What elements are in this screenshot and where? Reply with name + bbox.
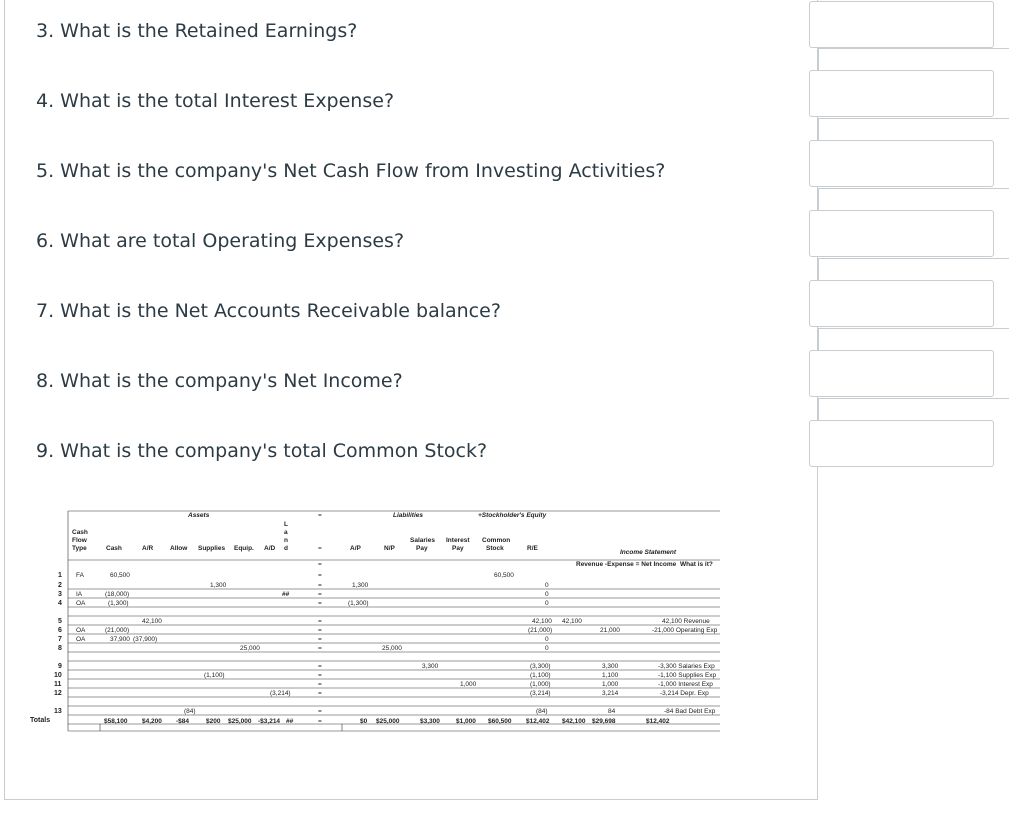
total-net-income: $12,402 [646, 718, 670, 725]
question-7: 7. What is the Net Accounts Receivable balance? [36, 300, 501, 322]
total-allow: -$84 [176, 718, 190, 725]
expense-value: 3,214 [602, 690, 619, 697]
re-value: 0 [545, 591, 549, 598]
connector-line [818, 188, 819, 210]
col-supplies: Supplies [198, 545, 226, 552]
answer-box-5[interactable] [809, 140, 994, 187]
answer-box-7[interactable] [809, 280, 994, 327]
total-salaries: $3,300 [420, 718, 440, 725]
col-common-1: Common [482, 537, 511, 544]
total-np: $25,000 [376, 718, 400, 725]
equals-sign: = [318, 645, 322, 652]
row-number: 11 [54, 681, 62, 688]
total-supplies: $200 [206, 718, 221, 725]
total-cash: $58,100 [104, 718, 128, 725]
expense-value: 21,000 [600, 627, 620, 634]
connector-line [818, 188, 1009, 189]
total-re: $12,402 [526, 718, 550, 725]
what-is-it-value: -3,214 Depr. Exp [660, 690, 709, 697]
common-stock-value: 60,500 [494, 572, 514, 579]
row-number: 13 [54, 708, 62, 715]
total-ar: $4,200 [142, 718, 162, 725]
re-value: 0 [545, 636, 549, 643]
connector-line [818, 258, 1009, 259]
re-value: (3,214) [530, 690, 551, 697]
equals-sign: = [318, 690, 322, 697]
answer-box-4[interactable] [809, 70, 994, 117]
equals-sign: = [318, 512, 322, 519]
col-common-2: Stock [486, 545, 504, 552]
what-is-it-value: -1,000 Interest Exp [658, 681, 713, 688]
equals-sign: = [318, 681, 322, 688]
total-ap: $0 [360, 718, 368, 725]
row-number: 4 [58, 600, 62, 607]
col-interest-1: Interest [446, 537, 470, 544]
row-number: 5 [58, 618, 62, 625]
ar-value: 42,100 [142, 618, 162, 625]
assets-label: Assets [188, 512, 210, 519]
connector-line [818, 48, 819, 70]
what-is-it-label: What is it? [680, 561, 713, 568]
answer-box-8[interactable] [809, 350, 994, 397]
col-land-2: a [284, 529, 288, 536]
total-expense: $29,698 [592, 718, 616, 725]
equip-value: 25,000 [240, 645, 260, 652]
col-equip: Equip. [234, 545, 254, 552]
equals-sign: = [318, 618, 322, 625]
col-ar: A/R [142, 545, 154, 552]
equals-sign: = [318, 636, 322, 643]
expense-value: 84 [608, 708, 616, 715]
sheet-grid [30, 505, 730, 745]
income-statement-header: Revenue -Expense = Net Income [576, 561, 677, 568]
re-value: (1,100) [530, 672, 551, 679]
row-number: 2 [58, 582, 62, 589]
cash-value: (18,000) [105, 591, 130, 598]
revenue-value: 42,100 [562, 618, 582, 625]
row-number: 8 [58, 645, 62, 652]
re-value: 0 [545, 645, 549, 652]
equals-sign: = [318, 663, 322, 670]
cash-value: (21,000) [105, 627, 130, 634]
supplies-value: (1,100) [204, 672, 225, 679]
equals-sign: = [318, 718, 322, 725]
col-land-3: n [284, 537, 288, 544]
row-number: 10 [54, 672, 62, 679]
row-type: OA [76, 600, 86, 607]
col-interest-2: Pay [452, 545, 464, 552]
col-land-4: d [284, 545, 288, 552]
answer-box-6[interactable] [809, 210, 994, 257]
question-6: 6. What are total Operating Expenses? [36, 230, 405, 252]
ap-value: (1,300) [348, 600, 369, 607]
re-value: (84) [536, 708, 548, 715]
total-interest: $1,000 [456, 718, 476, 725]
col-ad: A/D [264, 545, 276, 552]
expense-value: 1,100 [602, 672, 619, 679]
row-type: OA [76, 627, 86, 634]
re-value: 42,100 [532, 618, 552, 625]
col-salaries-2: Pay [416, 545, 428, 552]
col-np: N/P [384, 545, 395, 552]
question-8: 8. What is the company's Net Income? [36, 370, 403, 392]
connector-line [818, 328, 819, 350]
supplies-value: 1,300 [210, 582, 227, 589]
row-number: 3 [58, 591, 62, 598]
row-type: OA [76, 636, 86, 643]
what-is-it-value: 42,100 Revenue [662, 618, 710, 625]
equals-sign: = [318, 561, 322, 568]
re-value: 0 [545, 600, 549, 607]
total-common-stock: $60,500 [488, 718, 512, 725]
connector-line [818, 118, 819, 140]
col-cash: Cash [106, 545, 122, 552]
total-equip: $25,000 [228, 718, 252, 725]
equals-sign: = [318, 572, 322, 579]
question-3: 3. What is the Retained Earnings? [36, 20, 358, 42]
col-ap: A/P [350, 545, 361, 552]
income-statement-label: Income Statement [620, 549, 676, 556]
cash-flow-type-2: Flow [72, 537, 87, 544]
question-9: 9. What is the company's total Common Stock? [36, 440, 488, 462]
equals-sign: = [318, 672, 322, 679]
expense-value: 3,300 [602, 663, 619, 670]
salaries-value: 3,300 [422, 663, 439, 670]
ad-value: (3,214) [270, 690, 291, 697]
answer-box-3[interactable] [809, 1, 994, 48]
col-salaries-1: Salaries [410, 537, 435, 544]
connector-line [818, 48, 1009, 49]
connector-line [818, 398, 819, 420]
re-value: 0 [545, 582, 549, 589]
cash-value: 60,500 [110, 572, 130, 579]
re-value: (1,000) [530, 681, 551, 688]
liabilities-label: Liabilities [393, 512, 423, 519]
what-is-it-value: -3,300 Salaries Exp [658, 663, 715, 670]
connector-line [818, 398, 1009, 399]
equals-sign: = [318, 582, 322, 589]
question-4: 4. What is the total Interest Expense? [36, 90, 395, 112]
equals-sign: = [318, 545, 322, 552]
connector-line [818, 118, 1009, 119]
col-allow: Allow [170, 545, 188, 552]
cash-value: 37,900 [110, 636, 130, 643]
what-is-it-value: -1,100 Supplies Exp [658, 672, 717, 679]
connector-line [818, 328, 1009, 329]
total-revenue: $42,100 [562, 718, 586, 725]
totals-label: Totals [30, 717, 51, 724]
accounting-equation-sheet [30, 505, 730, 745]
total-land: ## [286, 718, 294, 725]
col-land-1: L [284, 521, 288, 528]
re-value: (3,300) [530, 663, 551, 670]
question-5: 5. What is the company's Net Cash Flow from Investing Activities? [36, 160, 666, 182]
equals-sign: = [318, 708, 322, 715]
row-number: 6 [58, 627, 62, 634]
cash-flow-type-1: Cash [72, 529, 88, 536]
equals-sign: = [318, 600, 322, 607]
ap-value: 1,300 [352, 582, 369, 589]
equity-label: +Stockholder's Equity [478, 512, 547, 519]
np-value: 25,000 [382, 645, 402, 652]
ar-value: (37,900) [133, 636, 158, 643]
land-value: ## [282, 591, 290, 598]
cash-value: (1,300) [108, 600, 129, 607]
connector-line [818, 258, 819, 280]
equals-sign: = [318, 591, 322, 598]
what-is-it-value: -84 Bad Debt Exp [664, 708, 716, 715]
row-type: IA [76, 591, 83, 598]
answer-box-9[interactable] [809, 420, 994, 467]
col-re: R/E [527, 545, 538, 552]
expense-value: 1,000 [602, 681, 619, 688]
row-number: 9 [58, 663, 62, 670]
what-is-it-value: -21,000 Operating Exp [652, 627, 718, 634]
re-value: (21,000) [528, 627, 553, 634]
row-number: 7 [58, 636, 62, 643]
interest-value: 1,000 [460, 681, 477, 688]
equals-sign: = [318, 627, 322, 634]
cash-flow-type-3: Type [72, 545, 87, 552]
row-number: 12 [54, 690, 62, 697]
allow-value: (84) [184, 708, 196, 715]
total-ad: -$3,214 [258, 718, 281, 725]
row-number: 1 [58, 572, 62, 579]
row-type: FA [76, 572, 84, 579]
